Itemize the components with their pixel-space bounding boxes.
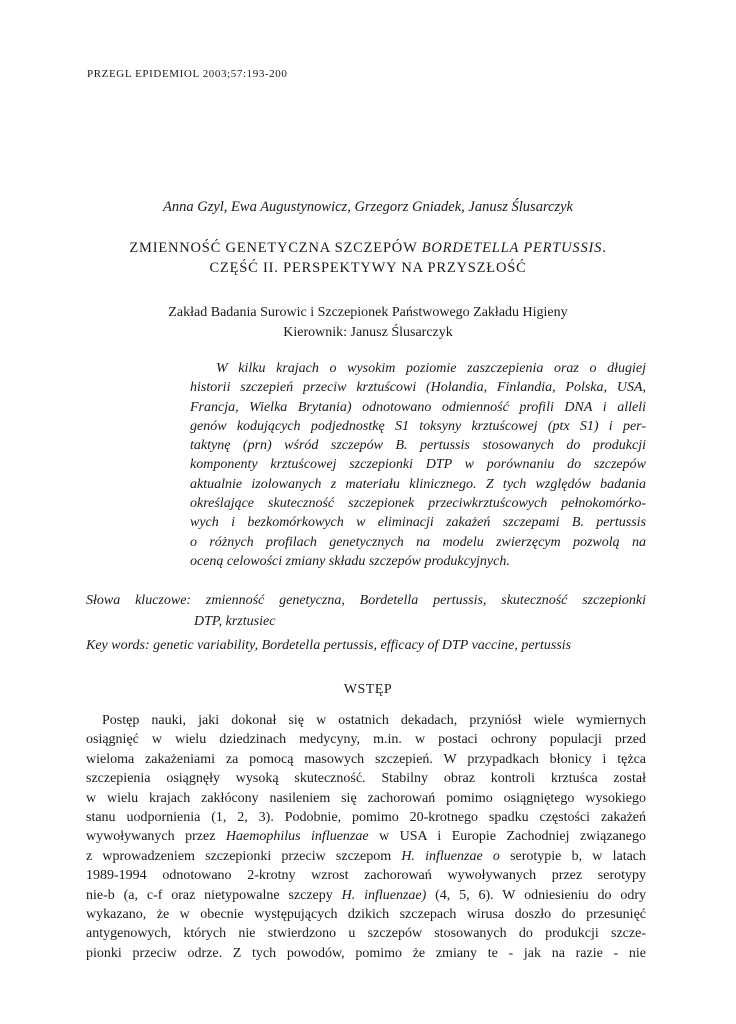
journal-reference: PRZEGL EPIDEMIOL 2003;57:193-200: [87, 68, 288, 80]
keywords-polish-line-1: Słowa kluczowe: zmienność genetyczna, Bordetella pertussis, skuteczność szczepionki: [86, 593, 646, 608]
body-line: antygenowych, których nie stwierdzono u szczepów stosowanych do produkcji szcze-: [86, 926, 646, 942]
abstract-line: oceną celowości zmiany składu szczepów produkcyjnych.: [190, 553, 510, 569]
author-list: Anna Gzyl, Ewa Augustynowicz, Grzegorz Gniadek, Janusz Ślusarczyk: [163, 199, 573, 215]
body-line: 1989-1994 odnotowano 2-krotny wzrost zachorowań wywoływanych przez serotypy: [86, 868, 646, 884]
abstract-line: taktynę (prn) wśród szczepów B. pertussis stosowanych do produkcji: [190, 438, 646, 454]
body-line: stanu uodpornienia (1, 2, 3). Podobnie, pomimo 20-krotnego spadku częstości zakażeń: [86, 810, 646, 826]
body-text-run: wywoływanych przez: [86, 829, 226, 845]
keywords-english: Key words: genetic variability, Bordetella pertussis, efficacy of DTP vaccine, pertussis: [86, 638, 572, 653]
body-line: wykazano, że w obecnie występujących dzikich szczepach wirusa doszło do przesunięć: [86, 907, 646, 923]
body-italic-run: H. influenzae o: [401, 848, 500, 864]
abstract-line: genów kodujących podjednostkę S1 toksyny krztuścowej (ptx S1) i per-: [190, 418, 646, 434]
body-line: pionki przeciw odrze. Z tych powodów, pomimo że zmiany te - jak na razie - nie: [86, 945, 646, 961]
abstract-line: o różnych profilach genetycznych na modelu zwierzęcym pozwolą na: [190, 534, 646, 550]
body-italic-run: H. influenzae): [341, 887, 427, 903]
abstract: [190, 359, 646, 571]
body-text-run: nie-b (a, c-f oraz nietypowalne szczepy: [86, 887, 342, 903]
body-line: szczepienia osiągnęły wysoką skuteczność. Stabilny obraz kontroli krztuśca został: [86, 771, 646, 787]
title-line-2: CZĘŚĆ II. PERSPEKTYWY NA PRZYSZŁOŚĆ: [209, 260, 527, 276]
abstract-line: Francja, Wielka Brytania) odnotowano odmienność profili DNA i alleli: [190, 399, 646, 415]
keywords-polish: [86, 590, 646, 632]
abstract-line: historii szczepień przeciw krztuścowi (Holandia, Finlandia, Polska, USA,: [190, 380, 646, 396]
abstract-line: określające skuteczność szczepionek przeciwkrztuścowych pełnokomórko-: [190, 496, 646, 512]
body-text-run: (4, 5, 6). W odniesieniu do odry: [426, 887, 646, 903]
abstract-line: aktualnie izolowanych z materiału klinicznego. Z tych względów badania: [190, 476, 646, 492]
title-text: ZMIENNOŚĆ GENETYCZNA SZCZEPÓW: [129, 240, 422, 256]
body-italic-run: Haemophilus influenzae: [225, 829, 369, 845]
section-heading: WSTĘP: [343, 682, 393, 697]
affiliation: Zakład Badania Surowic i Szczepionek Państwowego Zakładu Higieny: [168, 305, 568, 320]
body-line: w wielu krajach zakłócony nasileniem się zachorowań pomimo osiągniętego wysokiego: [86, 790, 646, 806]
body-line: wieloma zakażeniami za pomocą masowych szczepień. W przypadkach błonicy i tężca: [86, 751, 646, 767]
department-head: Kierownik: Janusz Ślusarczyk: [283, 325, 453, 340]
abstract-line: W kilku krajach o wysokim poziomie zaszczepienia oraz o długiej: [216, 361, 646, 376]
keywords-polish-line-2: DTP, krztusiec: [194, 614, 276, 629]
abstract-line: wych i bezkomórkowych w eliminacji zakażeń szczepami B. pertussis: [190, 515, 646, 531]
affiliation-block: [0, 303, 736, 343]
body-text-run: z wprowadzeniem szczepionki przeciw szczepom: [86, 848, 402, 864]
body-text-run: serotypie b, w latach: [499, 848, 647, 864]
title-line-1: [0, 238, 736, 258]
body-line: [86, 886, 646, 905]
body-line: Postęp nauki, jaki dokonał się w ostatnich dekadach, przyniósł wiele wymiernych: [102, 713, 646, 728]
title-period: .: [602, 240, 607, 256]
body-line: [86, 827, 646, 846]
abstract-line: komponenty krztuścowej szczepionki DTP w porównaniu do szczepów: [190, 457, 646, 473]
body-line: [86, 847, 646, 866]
body-text: [86, 711, 646, 963]
body-line: osiągnięć w wielu dziedzinach medycyny, m.in. w postaci ochrony populacji przed: [86, 732, 646, 748]
body-text-run: w USA i Europie Zachodniej związanego: [368, 829, 647, 845]
title-organism: BORDETELLA PERTUSSIS: [421, 240, 603, 256]
article-title: [0, 238, 736, 278]
